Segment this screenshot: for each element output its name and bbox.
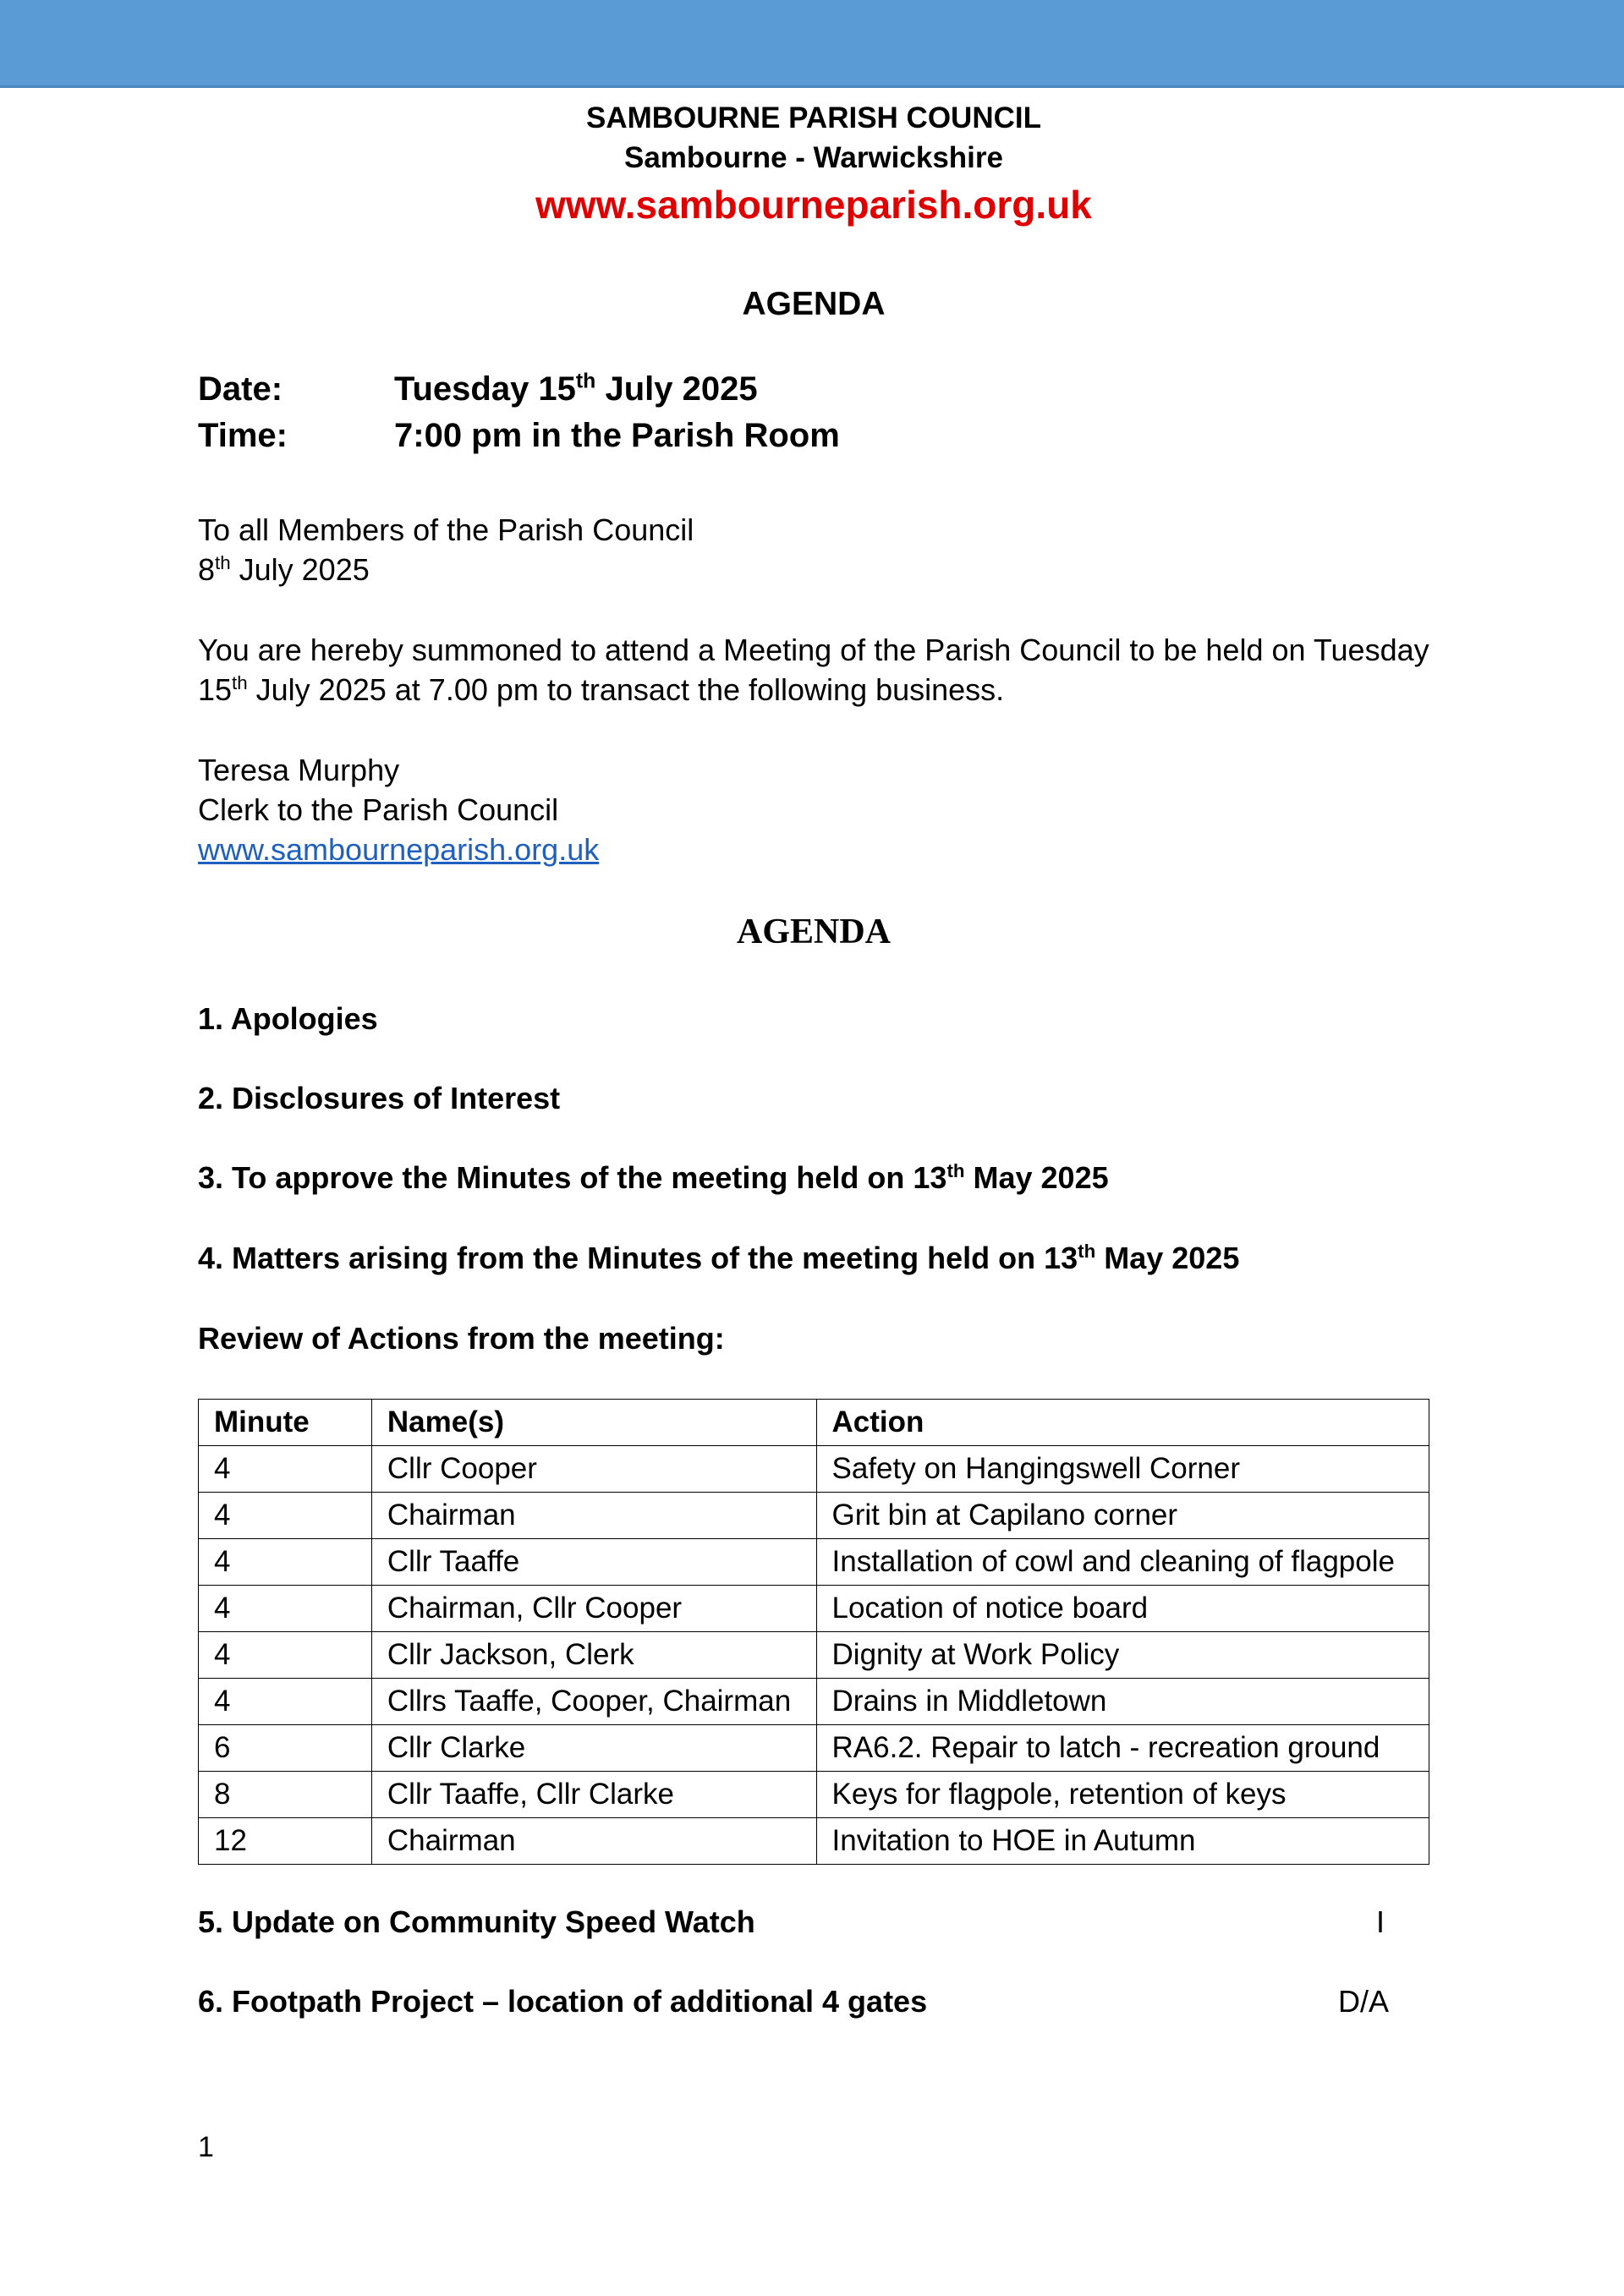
table-row <box>199 1539 1429 1586</box>
cell-names: Cllrs Taaffe, Cooper, Chairman <box>371 1679 816 1725</box>
cell-names: Cllr Clarke <box>371 1725 816 1772</box>
table-row <box>199 1818 1429 1865</box>
header-action: Action <box>816 1400 1429 1446</box>
table-row <box>199 1586 1429 1632</box>
agenda-item-6: 6. Footpath Project – location of additional 4 gates <box>198 1984 928 2019</box>
summons-line-1: You are hereby summoned to attend a Meeting of the Parish Council to be held on Tuesday <box>198 633 1429 667</box>
cell-names: Chairman <box>371 1818 816 1865</box>
cell-minute: 6 <box>199 1725 372 1772</box>
table-row <box>199 1493 1429 1539</box>
cell-names: Chairman <box>371 1493 816 1539</box>
cell-minute: 4 <box>199 1632 372 1679</box>
date-label: Date: <box>198 370 283 408</box>
clerk-website-link[interactable]: www.sambourneparish.org.uk <box>198 832 600 867</box>
cell-action: RA6.2. Repair to latch - recreation ground <box>816 1725 1429 1772</box>
cell-minute: 12 <box>199 1818 372 1865</box>
summons-line-2: 15th July 2025 at 7.00 pm to transact the following business. <box>198 672 1005 707</box>
agenda-heading: AGENDA <box>736 912 891 951</box>
table-row <box>199 1772 1429 1818</box>
clerk-name: Teresa Murphy <box>198 753 400 787</box>
table-row <box>199 1632 1429 1679</box>
cell-action: Drains in Middletown <box>816 1679 1429 1725</box>
council-name: SAMBOURNE PARISH COUNCIL <box>586 101 1041 134</box>
cell-action: Invitation to HOE in Autumn <box>816 1818 1429 1865</box>
page-number: 1 <box>198 2131 214 2163</box>
time-label: Time: <box>198 417 288 454</box>
cell-minute: 4 <box>199 1539 372 1586</box>
issue-date: 8th July 2025 <box>198 552 370 587</box>
cell-names: Cllr Taaffe, Cllr Clarke <box>371 1772 816 1818</box>
cell-action: Installation of cowl and cleaning of flagpole <box>816 1539 1429 1586</box>
agenda-item-3: 3. To approve the Minutes of the meeting held on 13th May 2025 <box>198 1160 1109 1195</box>
date-value: Tuesday 15th July 2025 <box>394 370 758 408</box>
cell-action: Dignity at Work Policy <box>816 1632 1429 1679</box>
time-value: 7:00 pm in the Parish Room <box>394 417 840 454</box>
agenda-item-4: 4. Matters arising from the Minutes of the meeting held on 13th May 2025 <box>198 1241 1240 1275</box>
top-color-band <box>0 0 1624 88</box>
recipients-line: To all Members of the Parish Council <box>198 512 694 547</box>
cell-action: Grit bin at Capilano corner <box>816 1493 1429 1539</box>
table-row <box>199 1725 1429 1772</box>
agenda-item-5: 5. Update on Community Speed Watch <box>198 1904 755 1939</box>
cell-action: Keys for flagpole, retention of keys <box>816 1772 1429 1818</box>
cell-minute: 8 <box>199 1772 372 1818</box>
agenda-item-1: 1. Apologies <box>198 1001 378 1036</box>
cell-minute: 4 <box>199 1586 372 1632</box>
review-heading: Review of Actions from the meeting: <box>198 1321 725 1356</box>
cell-names: Cllr Cooper <box>371 1446 816 1493</box>
table-header-row <box>199 1400 1429 1446</box>
cell-names: Chairman, Cllr Cooper <box>371 1586 816 1632</box>
cell-action: Safety on Hangingswell Corner <box>816 1446 1429 1493</box>
cell-minute: 4 <box>199 1446 372 1493</box>
council-location: Sambourne - Warwickshire <box>624 141 1003 174</box>
header-minute: Minute <box>199 1400 372 1446</box>
agenda-title: AGENDA <box>742 286 886 322</box>
actions-table <box>198 1399 1429 1865</box>
table-row <box>199 1446 1429 1493</box>
cell-names: Cllr Taaffe <box>371 1539 816 1586</box>
cell-minute: 4 <box>199 1679 372 1725</box>
header-website[interactable]: www.sambourneparish.org.uk <box>535 183 1092 227</box>
cell-minute: 4 <box>199 1493 372 1539</box>
table-row <box>199 1679 1429 1725</box>
cell-names: Cllr Jackson, Clerk <box>371 1632 816 1679</box>
agenda-item-6-code: D/A <box>1338 1984 1390 2019</box>
cell-action: Location of notice board <box>816 1586 1429 1632</box>
agenda-item-2: 2. Disclosures of Interest <box>198 1081 561 1115</box>
clerk-title: Clerk to the Parish Council <box>198 792 559 827</box>
header-names: Name(s) <box>371 1400 816 1446</box>
agenda-item-5-code: I <box>1376 1904 1385 1939</box>
